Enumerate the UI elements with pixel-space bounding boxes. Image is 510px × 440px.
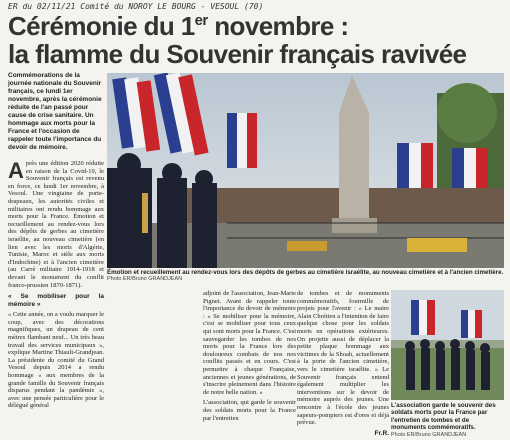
photo-procession xyxy=(391,290,504,400)
photo-ceremony-monument xyxy=(107,73,504,268)
author-signature: Fr.R. xyxy=(374,429,389,437)
lead-paragraph: Commémorations de la journée nationale du Souvenir français, ce lundi 1er novembre, après la cérémonie réduite de l'an passé pour cause de crise sanitaire. Un hommage aux morts pour la France et l'occasion de rappeler toute l'importance du devoir de mémoire. xyxy=(8,72,102,151)
photo1-credit: Photo ER/Bruno GRANDJEAN xyxy=(107,276,183,283)
photo2-credit: Photo ER/Bruno GRANDJEAN xyxy=(391,431,467,438)
article-column-1 xyxy=(8,160,104,413)
column2-paragraph-2: L'association, qui garde le souvenir des soldats morts pour la France par l'entretien xyxy=(203,399,296,422)
column1-paragraph-1: près une édition 2020 réduite en raison de la Covid-19, le Souvenir français est revenu en force, ce lundi 1er novembre, à Vesoul. Une vingtaine de porte-drapeaux, les autorités civiles et militaires ont rendu hommage aux morts pour la France. Émotion et recueillement au rendez-vous lors des dépôts de gerbes au cimetière israélite, au nouveau cimetière (en lien avec les morts d'Algérie, Tunisie, Maroc et stèle aux morts d'Indochine) et à l'ancien cimetière (au Carré militaire 1914-1918 et devant le monument du conflit franco-prussien 1870-1871). xyxy=(8,160,104,289)
column1-subhead: « Se mobiliser pour la mémoire » xyxy=(8,293,104,308)
headline-line-1: Cérémonie du 1er novembre : xyxy=(8,11,349,41)
drop-cap: A xyxy=(8,158,24,183)
article-column-3 xyxy=(297,290,389,440)
photo1-caption-text: Émotion et recueillement au rendez-vous lors des dépôts de gerbes au cimetière israélite, au nouveau cimetière et à l'ancien cimetière. xyxy=(107,269,504,276)
column1-paragraph-2: « Cette année, on a voulu marquer le coup, avec des décorations magnifiques, un drapeau de cent mètres flambant neuf... Un très beau travail des services municipaux », explique Martine Thiault-Grandjean. La présidente du comité du Grand Vesoul depuis 2014 a rendu hommage « aux membres de la grande famille du Souvenir français disparus pendant la pandémie », avec une pensée particulière pour le délégué général xyxy=(8,311,104,410)
article-column-2 xyxy=(203,290,296,425)
photo2-caption-text: L'association garde le souvenir des soldats morts pour la France par l'entretien de tombes et de monuments commémoratifs. xyxy=(391,402,496,432)
column2-paragraph-1: adjoint de l'association, Jean-Marie Pignet. Avant de rappeler toute l'importance du devoir de mémoire : « Se mobiliser pour la mémoire, c'est se mobiliser pour tous ceux qui sont morts pour la France. C'est sauvegarder les tombes de nos morts pour la France lors des douloureux combats de nos nos conflits passés et en cours. C'est permettre à chaque Française, anciennes et jeunes générations, de s'inscrire pleinement dans l'histoire de notre belle nation. » xyxy=(203,290,296,396)
headline-line-2: la flamme du Souvenir français ravivée xyxy=(8,39,467,69)
handwritten-note: ER du 02/11/21 Comité du NOROY LE BOURG - VESOUL (70) xyxy=(8,2,264,11)
photo2-caption xyxy=(391,402,504,439)
column3-paragraph-1: de tombes et de monuments commémoratifs, fourmille de projets pour l'avenir : « Le maire Alain Chrétien a l'intention de faire quelque chose pour les soldats morts en opérations extérieures. On projette aussi de déplacer la petite plaque hommage aux victimes de la Shoah, actuellement à la porte de l'ancien cimetière, vers le cimetière israélite. » Le Souvenir français entend également multiplier les interventions sur le devoir de mémoire auprès des jeunes. Une rencontre à l'école des jeunes sapeurs-pompiers est d'ores et déjà prévue. xyxy=(297,290,389,427)
photo1-caption xyxy=(107,269,504,284)
